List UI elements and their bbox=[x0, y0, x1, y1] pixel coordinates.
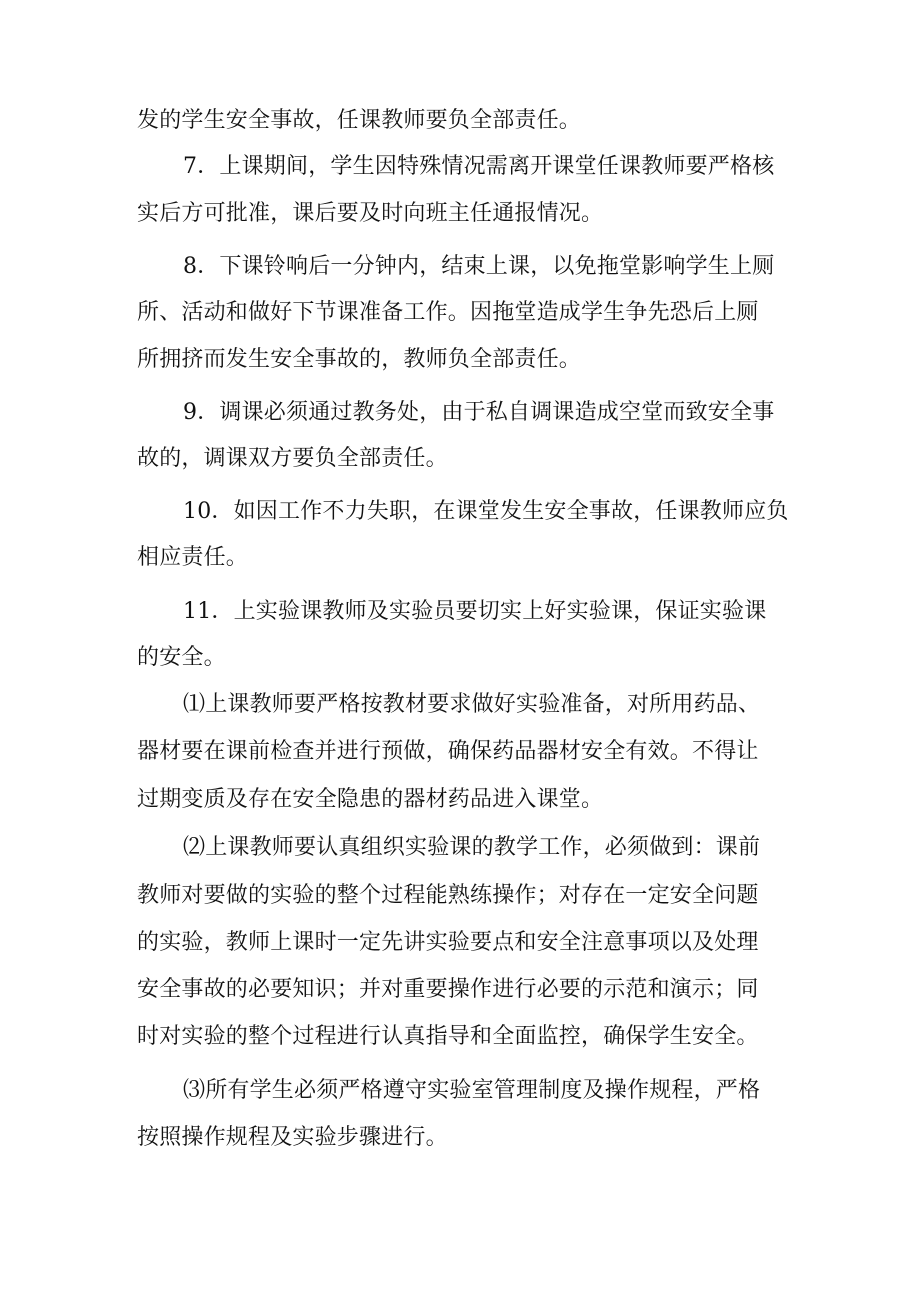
text-line: 相应责任。 bbox=[137, 545, 249, 570]
text-line: 器材要在课前检查并进行预做，确保药品器材安全有效。不得让 bbox=[137, 739, 759, 764]
text-line: 实后方可批准，课后要及时向班主任通报情况。 bbox=[137, 201, 604, 226]
text-line: 7．上课期间，学生因特殊情况需离开课堂任课教师要严格核 bbox=[183, 154, 775, 179]
text-line: 的安全。 bbox=[137, 645, 226, 670]
text-line: 11．上实验课教师及实验员要切实上好实验课，保证实验课 bbox=[183, 599, 767, 624]
text-line: 按照操作规程及实验步骤进行。 bbox=[137, 1125, 448, 1150]
text-line: ⑴上课教师要严格按教材要求做好实验准备，对所用药品、 bbox=[183, 692, 761, 717]
text-line: 8．下课铃响后一分钟内，结束上课，以免拖堂影响学生上厕 bbox=[183, 254, 775, 279]
text-line: 10．如因工作不力失职，在课堂发生安全事故，任课教师应负 bbox=[183, 499, 789, 524]
text-line: 故的，调课双方要负全部责任。 bbox=[137, 446, 448, 471]
text-line: 的实验，教师上课时一定先讲实验要点和安全注意事项以及处理 bbox=[137, 930, 759, 955]
text-line: ⑵上课教师要认真组织实验课的教学工作，必须做到：课前 bbox=[183, 835, 761, 860]
text-line: 发的学生安全事故，任课教师要负全部责任。 bbox=[137, 108, 582, 133]
text-line: 安全事故的必要知识；并对重要操作进行必要的示范和演示；同 bbox=[137, 977, 759, 1002]
text-line: 9．调课必须通过教务处，由于私自调课造成空堂而致安全事 bbox=[183, 400, 775, 425]
text-line: 所拥挤而发生安全事故的，教师负全部责任。 bbox=[137, 347, 582, 372]
text-line: 教师对要做的实验的整个过程能熟练操作；对存在一定安全问题 bbox=[137, 883, 759, 908]
text-line: ⑶所有学生必须严格遵守实验室管理制度及操作规程，严格 bbox=[183, 1078, 761, 1103]
text-line: 所、活动和做好下节课准备工作。因拖堂造成学生争先恐后上厕 bbox=[137, 300, 759, 325]
text-line: 时对实验的整个过程进行认真指导和全面监控，确保学生安全。 bbox=[137, 1024, 759, 1049]
text-line: 过期变质及存在安全隐患的器材药品进入课堂。 bbox=[137, 787, 604, 812]
